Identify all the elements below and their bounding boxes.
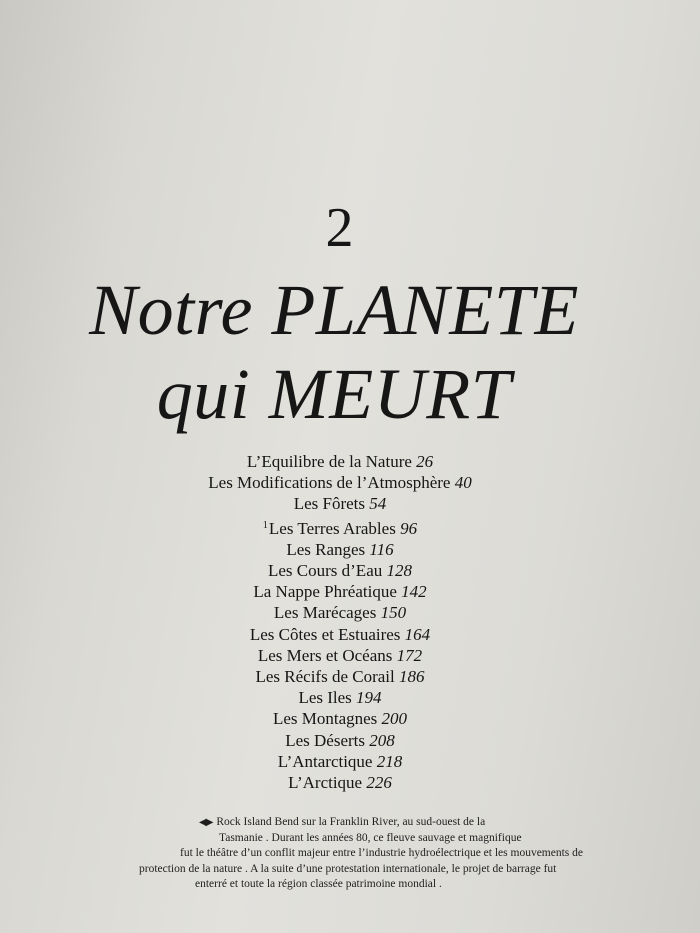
toc-entry: [0, 515, 680, 539]
toc-entry-title: L’Antarctique: [277, 751, 373, 771]
toc-entry: [0, 493, 680, 514]
toc-entry-title: Les Ranges: [286, 539, 366, 559]
caption-line: enterré et toute la région classée patrimoine mondial .: [195, 878, 442, 891]
caption-line: Tasmanie . Durant les années 80, ce fleuve sauvage et magnifique: [219, 831, 522, 844]
caption-text-1: Rock Island Bend sur la Franklin River, au sud-ouest de la: [216, 816, 486, 828]
toc-entry: [0, 687, 680, 708]
toc-entry-title: Les Montagnes: [272, 709, 378, 729]
toc-entry-page-number: 226: [366, 773, 392, 793]
toc-entry: [0, 751, 680, 772]
toc-entry: [0, 451, 680, 472]
toc-entry: [0, 560, 680, 581]
toc-entry: [0, 602, 680, 623]
toc-entry: [0, 730, 680, 751]
toc-entry: [0, 472, 680, 493]
toc-entry: [0, 708, 680, 729]
toc-entry-title: Les Iles: [298, 688, 352, 708]
toc-entry-page-number: 200: [381, 709, 408, 729]
toc-entry-page-number: 54: [369, 494, 387, 514]
toc-entry-page-number: 40: [454, 473, 472, 493]
toc-entry-page-number: 128: [386, 561, 412, 581]
toc-entry-page-number: 172: [396, 645, 423, 665]
toc-entry-page-number: 218: [376, 751, 403, 771]
toc-entry-page-number: 96: [400, 518, 418, 538]
toc-entry-page-number: 142: [401, 582, 427, 602]
toc-entry-title: Les Cours d’Eau: [267, 561, 383, 581]
caption-line: fut le théâtre d’un conflit majeur entre l’industrie hydroélectrique et les mouvements de: [180, 847, 583, 860]
toc-entry: [0, 645, 680, 666]
toc-entry-page-number: 186: [399, 667, 425, 687]
toc-entry-title: L’Equilibre de la Nature: [246, 452, 412, 471]
toc-entry: [0, 539, 680, 560]
toc-entry-title: Les Mers et Océans: [257, 645, 393, 665]
toc-entry: [0, 581, 680, 602]
caption-arrows-icon: ◀▶: [199, 817, 213, 828]
photo-caption: [131, 815, 583, 893]
toc-entry-title: Les Récifs de Corail: [255, 667, 395, 687]
caption-line: [131, 815, 531, 831]
toc-entry-title: Les Marécages: [273, 603, 377, 623]
toc-entry-title: L’Arctique: [288, 773, 363, 793]
toc-entry-title: La Nappe Phréatique: [253, 582, 397, 602]
toc-entry-mark: 1: [262, 519, 268, 531]
chapter-title-line-1: Notre PLANETE: [89, 270, 579, 350]
toc-entry-title: Les Côtes et Estuaires: [249, 624, 401, 644]
toc-entry-title: Les Fôrets: [293, 494, 366, 514]
caption-line: protection de la nature . A la suite d’une protestation internationale, le projet de barrage fut: [139, 862, 557, 875]
toc-entry: [0, 666, 680, 687]
toc-entry-title: Les Terres Arables: [268, 518, 396, 538]
toc-entry: [0, 772, 680, 793]
toc-entry: [0, 624, 680, 645]
toc-entry-page-number: 164: [404, 624, 431, 644]
toc-entry-page-number: 150: [380, 603, 407, 623]
table-of-contents: [0, 451, 680, 793]
toc-entry-page-number: 194: [356, 688, 382, 708]
toc-entry-title: Les Modifications de l’Atmosphère: [208, 473, 451, 493]
chapter-title-line-2: qui MEURT: [156, 354, 512, 434]
toc-entry-page-number: 208: [369, 730, 395, 750]
chapter-number: 2: [325, 197, 355, 259]
toc-entry-page-number: 26: [416, 452, 434, 471]
toc-entry-page-number: 116: [369, 539, 394, 559]
toc-entry-title: Les Déserts: [285, 730, 366, 750]
